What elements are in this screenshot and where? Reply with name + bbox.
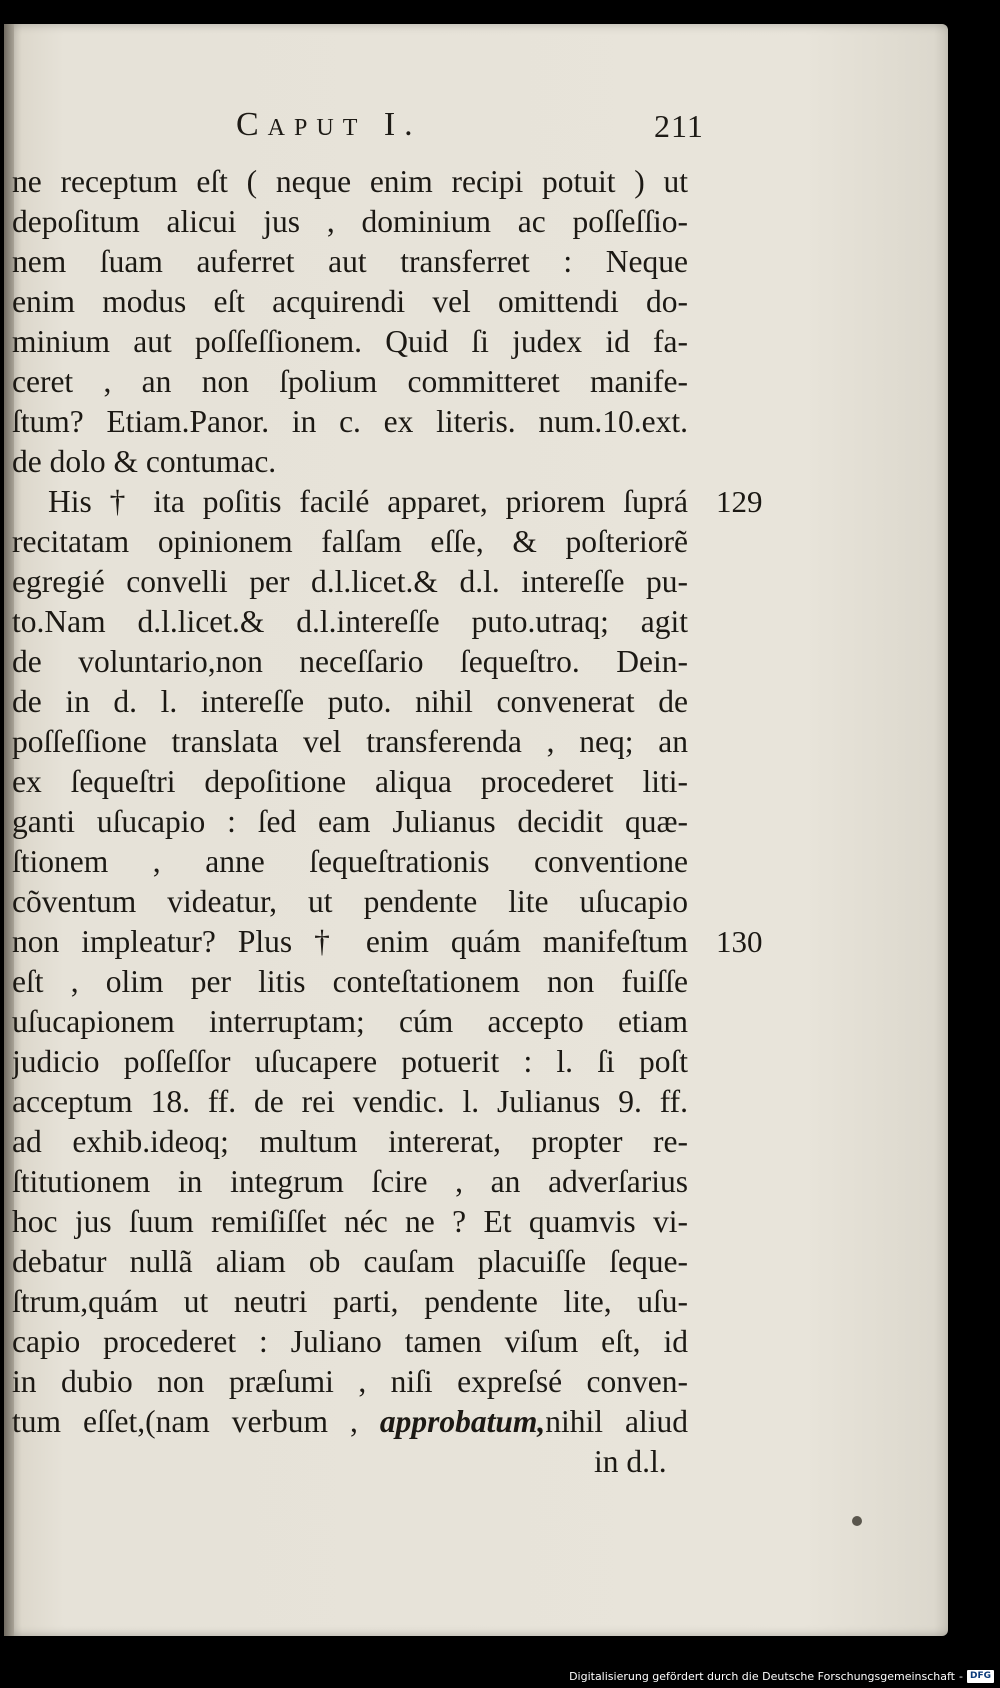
margin-number: 129 [716,484,763,519]
text-line [4,1362,948,1402]
text-line [4,642,948,682]
text-line [4,1202,948,1242]
text-line [4,1322,948,1362]
text-line [4,602,948,642]
line-text: enim modus eſt acquirendi vel omittendi do- [12,284,688,319]
line-text: hoc jus ſuum remiſiſſet néc ne ? Et quamvis vi- [12,1204,688,1239]
text-line [4,442,948,482]
line-text: egregié convelli per d.l.licet.& d.l. intereſſe pu- [12,564,688,599]
line-text: capio procederet : Juliano tamen viſum eſt, id [12,1324,688,1359]
line-text: His † ita poſitis facilé apparet, priorem ſuprá [48,484,688,519]
line-text: ne receptum eſt ( neque enim recipi potuit ) ut [12,164,688,199]
line-text: poſſeſſione translata vel transferenda , neq; an [12,724,688,759]
line-text: de dolo & contumac. [12,444,277,479]
text-line [4,962,948,1002]
text-line [4,722,948,762]
line-text: acceptum 18. ff. de rei vendic. l. Julianus 9. ff. [12,1084,688,1119]
line-text: minium aut poſſeſſionem. Quid ſi judex id fa- [12,324,688,359]
line-text: non impleatur? Plus † enim quám manifeſtum [12,924,688,959]
margin-number: 130 [716,924,763,959]
text-line [4,562,948,602]
text-line [4,922,948,962]
line-text: judicio poſſeſſor uſucapere potuerit : l. ſi poſt [12,1044,688,1079]
text-line [4,1242,948,1282]
line-text: ſtionem , anne ſequeſtrationis conventione [12,844,688,879]
book-page [4,24,948,1636]
text-line [4,842,948,882]
paper-stain [852,1516,862,1526]
line-text: ex ſequeſtri depoſitione aliqua procederet liti- [12,764,688,799]
footer-credit: Digitalisierung gefördert durch die Deutsche Forschungsgemeinschaft [569,1669,955,1683]
line-text: ſtrum,quám ut neutri parti, pendente lite, uſu- [12,1284,688,1319]
text-line [4,242,948,282]
text-line [4,362,948,402]
catchword: in d.l. [594,1444,667,1479]
text-line [4,402,948,442]
line-text: cõventum videatur, ut pendente lite uſucapio [12,884,688,919]
line-text: ſtitutionem in integrum ſcire , an adverſarius [12,1164,688,1199]
line-text: uſucapionem interruptam; cúm accepto etiam [12,1004,688,1039]
line-text: de voluntario,non neceſſario ſequeſtro. Dein- [12,644,688,679]
line-text: ceret , an non ſpolium committeret manife- [12,364,688,399]
text-line [4,522,948,562]
text-line [4,1002,948,1042]
line-text: de in d. l. intereſſe puto. nihil convenerat de [12,684,688,719]
line-text: depoſitum alicui jus , dominium ac poſſeſſio- [12,204,688,239]
running-head [4,84,948,144]
line-text [12,1402,688,1442]
chapter-heading: Caput I. [236,106,422,143]
line-text-start: tum eſſet,(nam verbum , [12,1404,358,1439]
footer-separator: - [959,1669,963,1683]
line-text: to.Nam d.l.licet.& d.l.intereſſe puto.utraq; agit [12,604,688,639]
line-text-end: nihil aliud [545,1404,688,1439]
line-text: ſtum? Etiam.Panor. in c. ex literis. num.10.ext. [12,404,688,439]
text-line [4,762,948,802]
text-line [4,802,948,842]
line-text: nem ſuam auferret aut transferret : Neque [12,244,688,279]
text-line [4,1082,948,1122]
page-number: 211 [654,108,704,144]
text-line [4,482,948,522]
text-line [4,1162,948,1202]
dfg-logo-icon: DFG [967,1670,994,1683]
catchword-line [4,1442,948,1482]
line-text: ganti uſucapio : ſed eam Julianus decidit quæ- [12,804,688,839]
text-line [4,682,948,722]
text-line [4,1042,948,1082]
italic-word: approbatum, [379,1404,546,1439]
text-block [4,162,948,1482]
line-text: ad exhib.ideoq; multum intererat, propter re- [12,1124,688,1159]
text-line [4,202,948,242]
digitization-footer [569,1666,994,1686]
text-line [4,1282,948,1322]
line-text: eſt , olim per litis conteſtationem non fuiſſe [12,964,688,999]
line-text: in dubio non præſumi , niſi expreſsé conven- [12,1364,688,1399]
text-line [4,1402,948,1442]
text-line [4,322,948,362]
line-text: recitatam opinionem falſam eſſe, & poſteriorẽ [12,524,688,559]
text-line [4,1122,948,1162]
text-line [4,882,948,922]
line-text: debatur nullã aliam ob cauſam placuiſſe ſeque- [12,1244,688,1279]
text-line [4,162,948,202]
text-line [4,282,948,322]
